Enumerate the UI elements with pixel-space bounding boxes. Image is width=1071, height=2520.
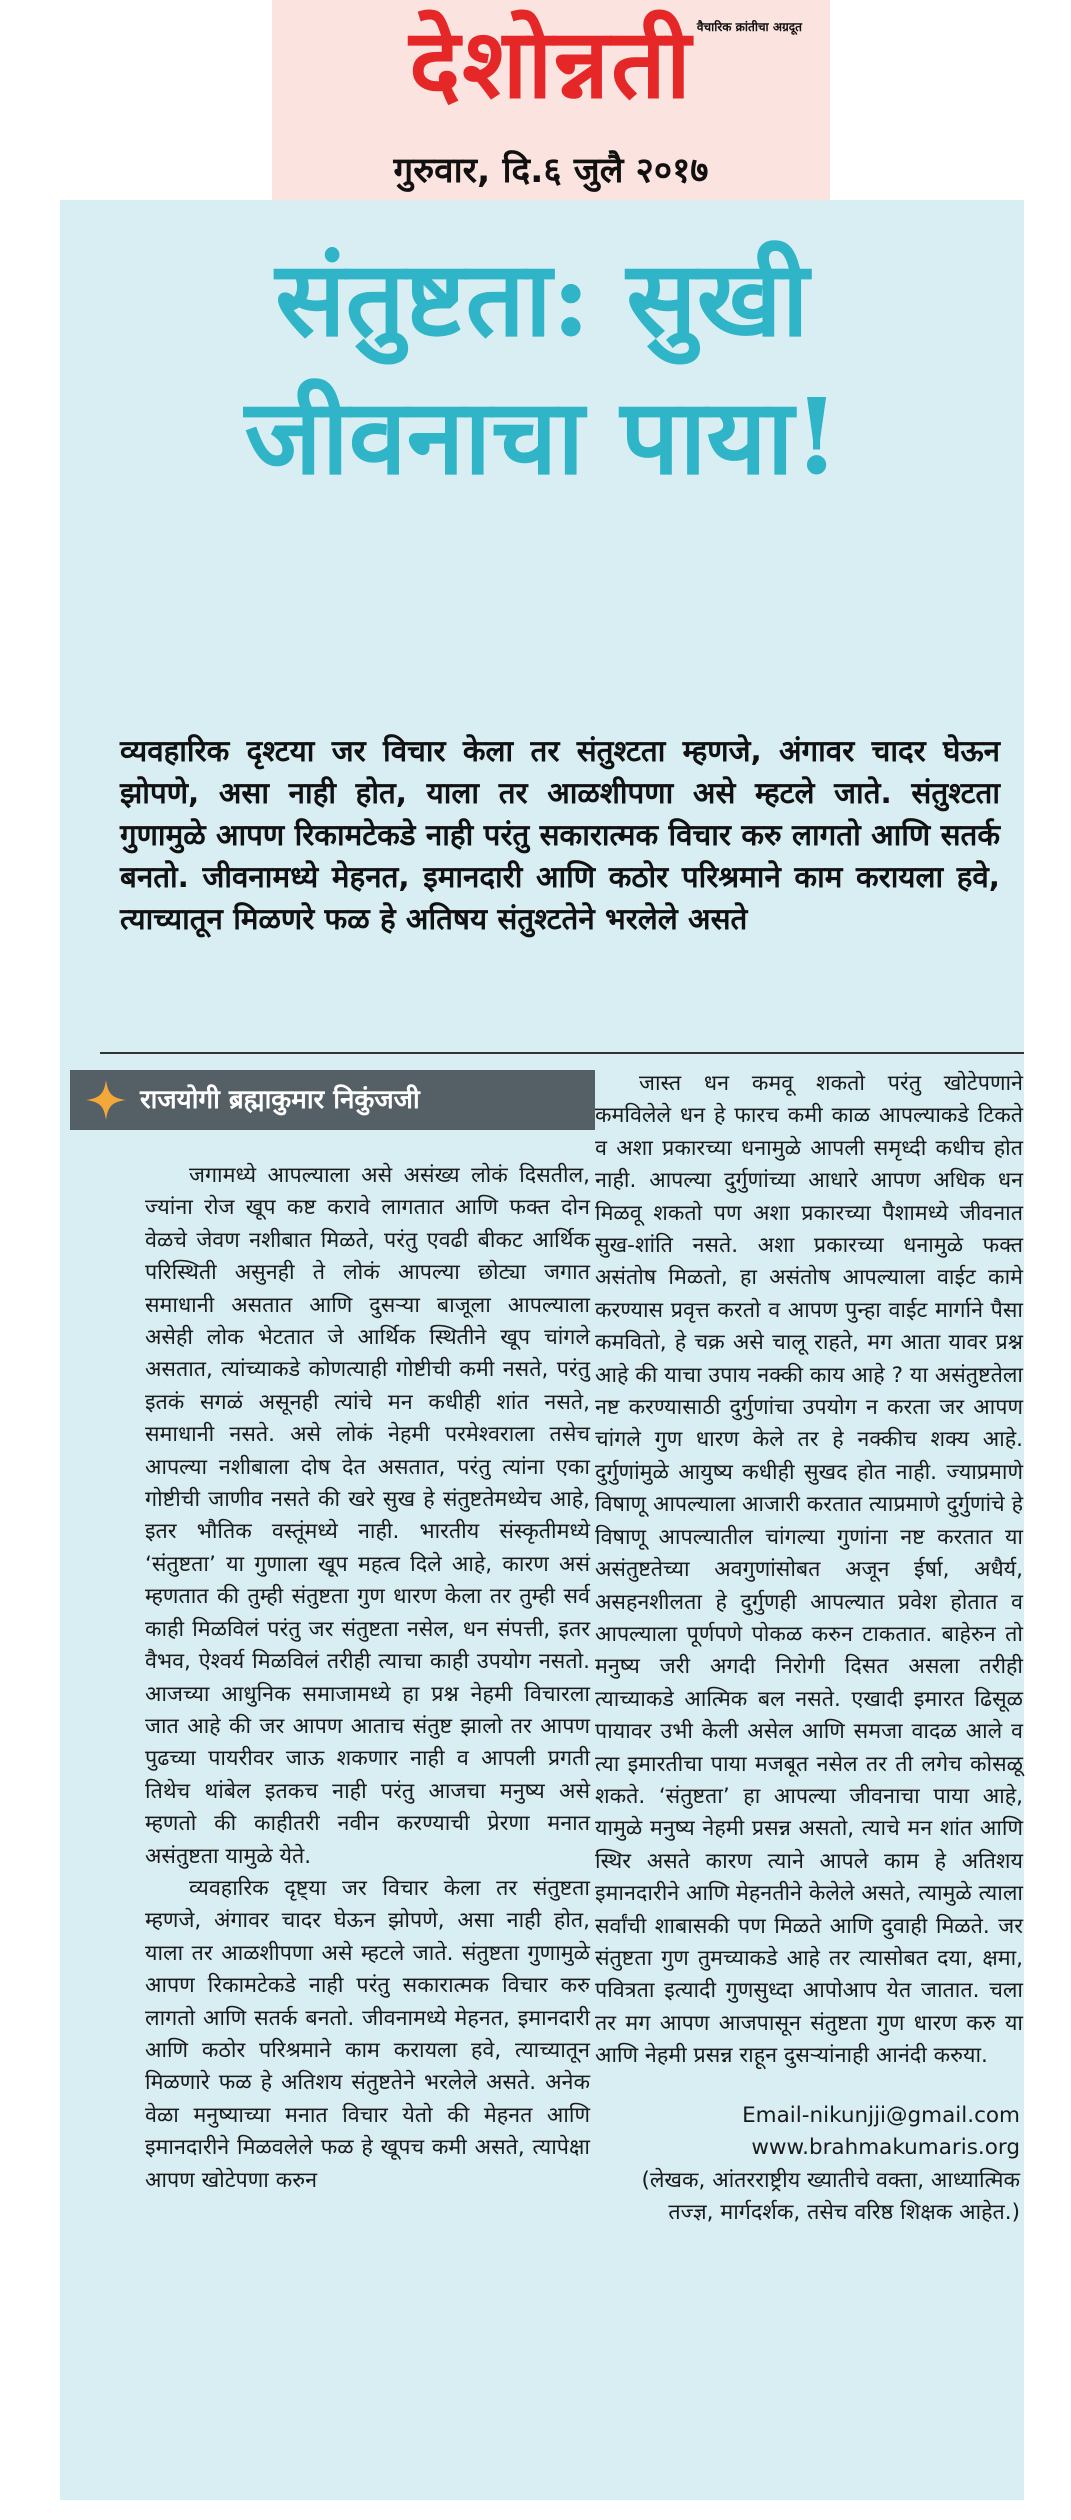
author-note: (लेखक, आंतरराष्ट्रीय ख्यातीचे वक्ता, आध्यात्मिक तज्ज्ञ, मार्गदर्शक, तसेच वरिष्ठ शिक्षक आहेत.) — [641, 2167, 1020, 2226]
headline — [60, 230, 1024, 506]
author-website: www.brahmakumaris.org — [751, 2135, 1020, 2161]
body-paragraph: जगामध्ये आपल्याला असे असंख्य लोकं दिसतील, ज्यांना रोज खूप कष्ट करावे लागतात आणि फक्त दोन वेळचे जेवण नशीबात मिळते, परंतु एवढी बीकट आर्थिक परिस्थिती असुनही ते लोकं आपल्या छोट्या जगात समाधानी असतात आणि दुसऱ्या बाजूला आपल्याला असेही लोक भेटतात जे आर्थिक स्थितीने खूप चांगले असतात, त्यांच्याकडे कोणत्याही गोष्टीची कमी नसते, परंतु इतकं सगळं असूनही त्यांचे मन कधीही शांत नसते, समाधानी नसते. असे लोकं नेहमी परमेश्वराला तसेच आपल्या नशीबाला दोष देत असतात, परंतु त्यांना एका गोष्टीची जाणीव नसते की खरे सुख हे संतुष्टतेमध्येच आहे, इतर भौतिक वस्तूंमध्ये नाही. भारतीय संस्कृतीमध्ये ‘संतुष्टता’ या गुणाला खूप महत्व दिले आहे, कारण असं म्हणतात की तुम्ही संतुष्टता गुण धारण केला तर तुम्ही सर्व काही मिळविलं परंतु जर संतुष्टता नसेल, धन संपत्ती, इतर वैभव, ऐश्वर्य मिळविलं तरीही त्याचा काही उपयोग नसतो. आजच्या आधुनिक समाजामध्ये हा प्रश्न नेहमी विचारला जात आहे की जर आपण आताच संतुष्ट झालो तर आपण पुढच्या पायरीवर जाऊ शकणार नाही व आपली प्रगती तिथेच थांबेल इतकच नाही परंतु आजचा मनुष्य असे म्हणतो की काहीतरी नवीन करण्याची प्रेरणा मनात असंतुष्टता यामुळे येते. — [145, 1163, 590, 1869]
masthead-tagline: वैचारिक क्रांतीचा अग्रदूत — [696, 20, 802, 34]
divider — [100, 1052, 1024, 1054]
issue-date: गुरुवार, दि.६ जुलै २०१७ — [393, 151, 709, 191]
intro-paragraph: व्यवहारिक दृश्टया जर विचार केला तर संतुश्टता म्हणजे, अंगावर चादर घेऊन झोपणे, असा नाही होत, याला तर आळशीपणा असे म्हटले जाते. संतुश्टता गुणामुळे आपण रिकामटेकडे नाही परंतु सकारात्मक विचार करु लागतो आणि सतर्क बनतो. जीवनामध्ये मेहनत, इमानदारी आणि कठोर परिश्रमाने काम करायला हवे, त्याच्यातून मिळणरे फळ हे अतिषय संतुश्टतेने भरलेले असते — [120, 734, 1000, 936]
author-name: राजयोगी ब्रह्माकुमार निकुंजजी — [140, 1085, 420, 1115]
column-left — [145, 1160, 590, 2197]
author-bar — [70, 1070, 595, 1130]
author-email: Email-nikunjji@gmail.com — [742, 2103, 1020, 2128]
author-signature — [620, 2100, 1020, 2230]
date-band — [272, 142, 830, 200]
headline-line-2: जीवनाचा पाया! — [244, 375, 840, 498]
body-paragraph: जास्त धन कमवू शकतो परंतु खोटेपणाने कमविलेले धन हे फारच कमी काळ आपल्याकडे टिकते व अशा प्रकारच्या धनामुळे आपली समृध्दी कधीच होत नाही. आपल्या दुर्गुणांच्या आधारे आपण अधिक धन मिळवू शकतो पण अशा प्रकारच्या पैशामध्ये जीवनात सुख-शांति नसते. अशा प्रकारच्या धनामुळे फक्त असंतोष मिळतो, हा असंतोष आपल्याला वाईट कामे करण्यास प्रवृत्त करतो व आपण पुन्हा वाईट मार्गाने पैसा कमवितो, हे चक्र असे चालू राहते, मग आता यावर प्रश्न आहे की याचा उपाय नक्की काय आहे ? या असंतुष्टतेला नष्ट करण्यासाठी दुर्गुणांचा उपयोग न करता जर आपण चांगले गुण धारण केले तर हे नक्कीच शक्य आहे. दुर्गुणांमुळे आयुष्य कधीही सुखद होत नाही. ज्याप्रमाणे विषाणू आपल्याला आजारी करतात त्याप्रमाणे दुर्गुणांचे हे विषाणू आपल्यातील चांगल्या गुणांना नष्ट करतात या असंतुष्टतेच्या अवगुणांसोबत अजून ईर्षा, अधैर्य, असहनशीलता हे दुर्गुणही आपल्यात प्रवेश होतात व आपल्याला पूर्णपणे पोकळ करुन टाकतात. बाहेरुन तो मनुष्य जरी अगदी निरोगी दिसत असला तरीही त्याच्याकडे आत्मिक बल नसते. एखादी इमारत ढिसूळ पायावर उभी केली असेल आणि समजा वादळ आले व त्या इमारतीचा पाया मजबूत नसेल तर ती लगेच कोसळू शकते. ‘संतुष्टता’ हा आपल्या जीवनाचा पाया आहे, यामुळे मनुष्य नेहमी प्रसन्न असतो, त्याचे मन शांत आणि स्थिर असते कारण त्याने आपले काम हे अतिशय इमानदारीने आणि मेहनतीने केलेले असते, त्यामुळे त्याला सर्वांची शाबासकी पण मिळते आणि दुवाही मिळते. जर संतुष्टता गुण तुमच्याकडे आहे तर त्यासोबत दया, क्षमा, पवित्रता इत्यादी गुणसुध्दा आपोआप येत जातात. चला तर मग आपण आजपासून संतुष्टता गुण धारण करु या आणि नेहमी प्रसन्न राहून दुसऱ्यांनाही आनंदी करुया. — [595, 1071, 1023, 2069]
body-paragraph: व्यवहारिक दृष्ट्या जर विचार केला तर संतुष्टता म्हणजे, अंगावर चादर घेऊन झोपणे, असा नाही होत, याला तर आळशीपणा असे म्हटले जाते. संतुष्टता गुणामुळे आपण रिकामटेकडे नाही परंतु सकारात्मक विचार करु लागतो आणि सतर्क बनतो. जीवनामध्ये मेहनत, इमानदारी आणि कठोर परिश्रमाने काम करायला हवे, त्याच्यातून मिळणारे फळ हे अतिशय संतुष्टतेने भरलेले असते. अनेक वेळा मनुष्याच्या मनात विचार येतो की मेहनत आणि इमानदारीने मिळवलेले फळ हे खूपच कमी असते, त्यापेक्षा आपण खोटेपणा करुन — [145, 1875, 590, 2193]
star-icon — [84, 1078, 128, 1122]
column-right — [595, 1068, 1023, 2073]
masthead — [272, 0, 830, 142]
masthead-title: देशोन्नती — [409, 7, 693, 120]
headline-line-1: संतुष्टता: सुखी — [275, 237, 809, 360]
article-panel — [60, 200, 1024, 2500]
